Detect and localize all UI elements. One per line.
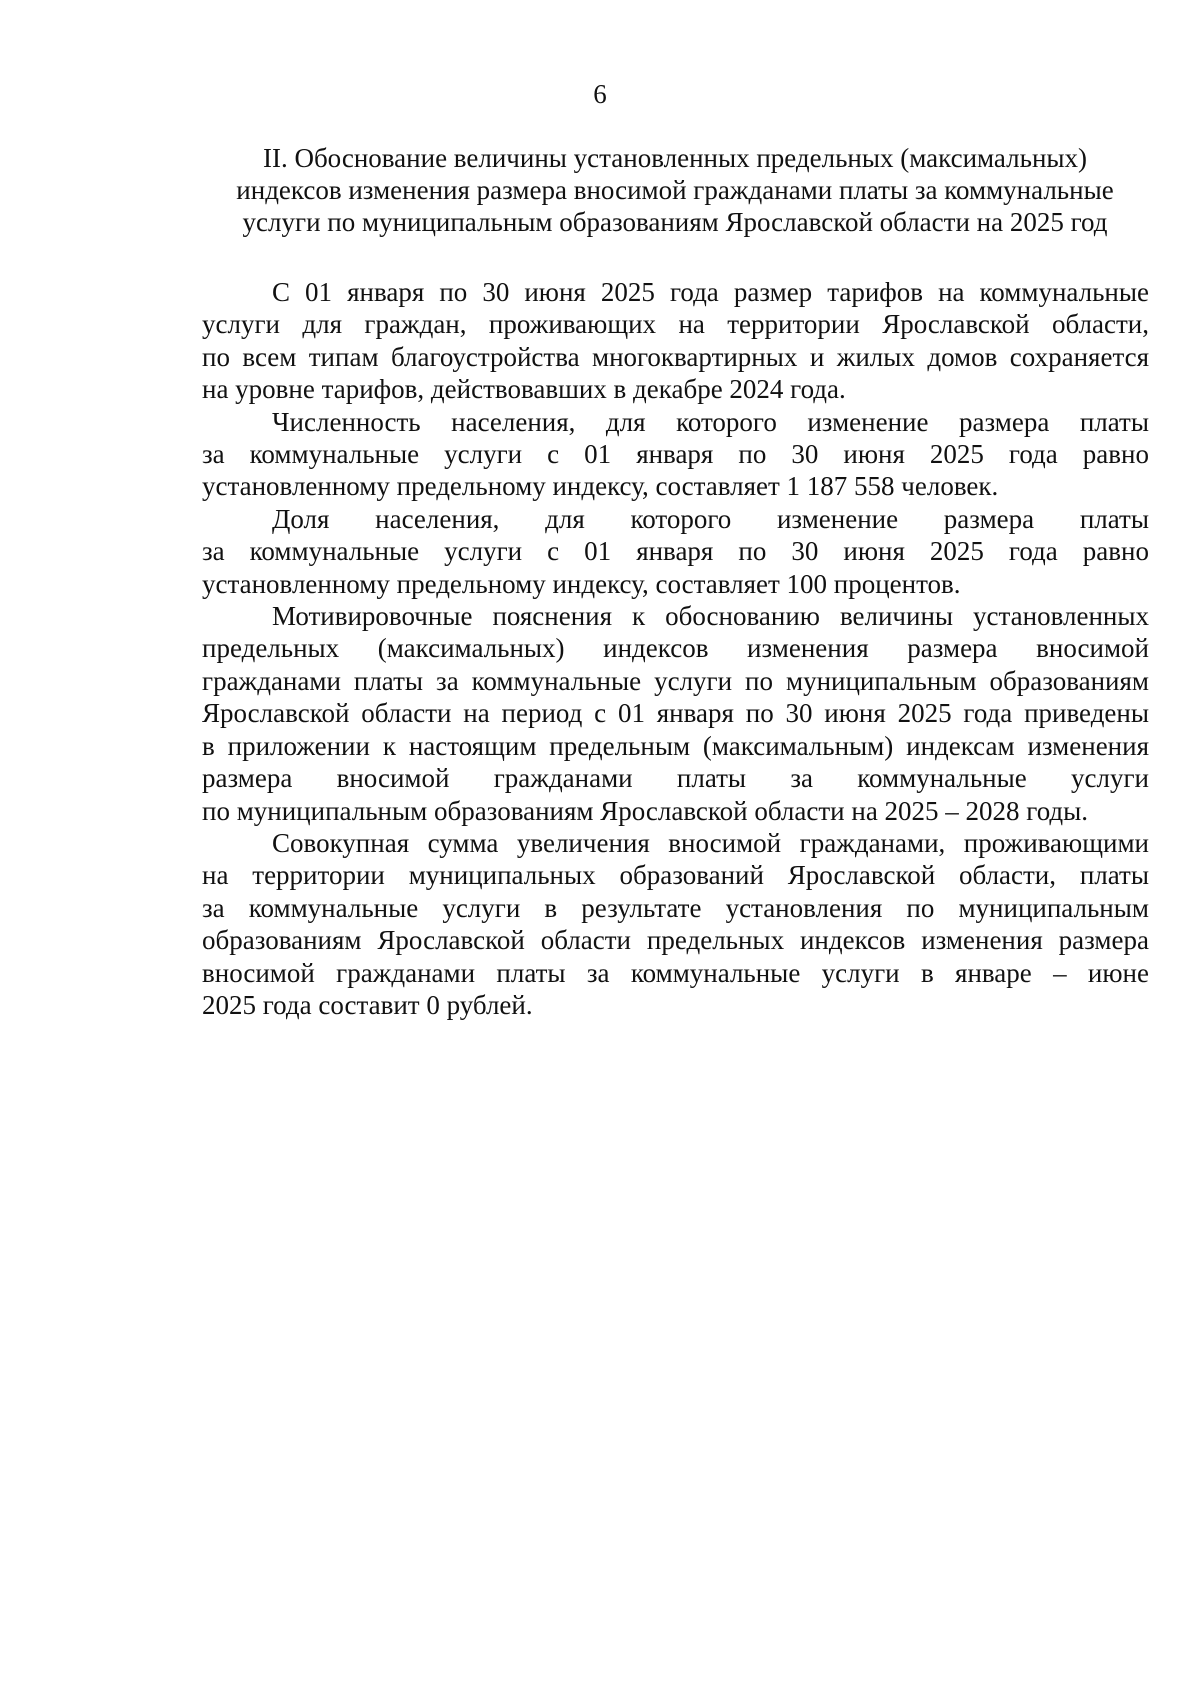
text-line: за коммунальные услуги с 01 января по 30 июня 2025 года равно xyxy=(202,536,1149,567)
section-title-line: услуги по муниципальным образованиям Ярославской области на 2025 год xyxy=(242,207,1108,237)
body-text xyxy=(202,276,1149,1021)
text-line: на уровне тарифов, действовавших в декабре 2024 года. xyxy=(202,374,846,405)
paragraph-tariffs xyxy=(202,276,1149,406)
section-title xyxy=(200,142,1150,238)
text-line: установленному предельному индексу, составляет 1 187 558 человек. xyxy=(202,471,999,502)
text-line: на территории муниципальных образований Ярославской области, платы xyxy=(202,860,1149,891)
text-line: вносимой гражданами платы за коммунальные услуги в январе – июне xyxy=(202,957,1149,988)
text-line: 2025 года составит 0 рублей. xyxy=(202,989,533,1020)
text-line: Мотивировочные пояснения к обоснованию величины установленных xyxy=(272,601,1149,632)
paragraph-population-share xyxy=(202,503,1149,600)
text-line: Ярославской области на период с 01 января по 30 июня 2025 года приведены xyxy=(202,698,1149,729)
text-line: в приложении к настоящим предельным (максимальным) индексам изменения xyxy=(202,730,1149,761)
text-line: Численность населения, для которого изменение размера платы xyxy=(272,406,1149,437)
page-number: 6 xyxy=(593,79,607,109)
text-line: по всем типам благоустройства многоквартирных и жилых домов сохраняется xyxy=(202,341,1149,372)
text-line: Доля населения, для которого изменение размера платы xyxy=(272,503,1149,534)
text-line: услуги для граждан, проживающих на территории Ярославской области, xyxy=(202,309,1149,340)
paragraph-population-count xyxy=(202,406,1149,503)
text-line: С 01 января по 30 июня 2025 года размер тарифов на коммунальные xyxy=(272,277,1149,307)
text-line: Совокупная сумма увеличения вносимой гражданами, проживающими xyxy=(272,827,1149,858)
text-line: образованиям Ярославской области предельных индексов изменения размера xyxy=(202,925,1149,956)
text-line: по муниципальным образованиям Ярославской области на 2025 – 2028 годы. xyxy=(202,795,1089,826)
text-line: установленному предельному индексу, составляет 100 процентов. xyxy=(202,568,961,599)
text-line: размера вносимой гражданами платы за коммунальные услуги xyxy=(202,763,1149,794)
text-line: за коммунальные услуги в результате установления по муниципальным xyxy=(202,892,1149,923)
paragraph-motivation xyxy=(202,600,1149,827)
paragraph-total-sum xyxy=(202,827,1149,1021)
text-line: предельных (максимальных) индексов изменения размера вносимой xyxy=(202,633,1149,664)
text-line: за коммунальные услуги с 01 января по 30 июня 2025 года равно xyxy=(202,439,1149,470)
section-title-line: II. Обоснование величины установленных предельных (максимальных) xyxy=(262,143,1088,173)
section-title-line: индексов изменения размера вносимой гражданами платы за коммунальные xyxy=(236,175,1114,205)
text-line: гражданами платы за коммунальные услуги по муниципальным образованиям xyxy=(202,665,1149,696)
